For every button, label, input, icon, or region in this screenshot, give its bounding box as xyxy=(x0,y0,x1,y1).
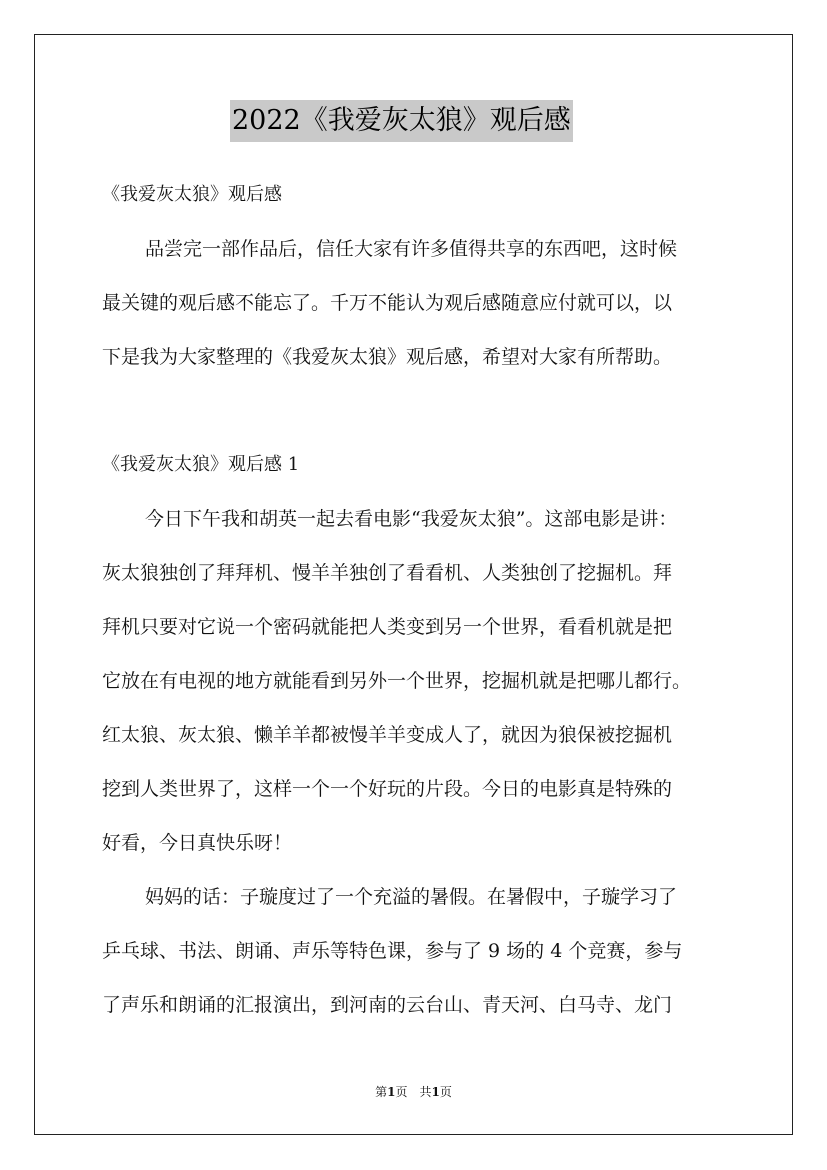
footer-page-mid: 页 共 xyxy=(395,1085,432,1099)
intro-line-3: 下是我为大家整理的《我爱灰太狼》观后感，希望对大家有所帮助。 xyxy=(102,346,673,368)
document-title: 2022《我爱灰太狼》观后感 xyxy=(230,100,573,142)
section1-para1-line-6: 挖到人类世界了，这样一个一个好玩的片段。今日的电影真是特殊的 xyxy=(102,778,673,800)
intro-line-1: 品尝完一部作品后，信任大家有许多值得共享的东西吧，这时候 xyxy=(145,238,678,260)
section1-heading: 《我爱灰太狼》观后感 1 xyxy=(102,454,300,475)
section1-para1-line-7: 好看，今日真快乐呀！ xyxy=(102,832,293,854)
intro-heading: 《我爱灰太狼》观后感 xyxy=(102,184,282,205)
footer-page-total: 1 xyxy=(431,1085,440,1099)
section1-para1-line-3: 拜机只要对它说一个密码就能把人类变到另一个世界，看看机就是把 xyxy=(102,616,673,638)
section1-para1-line-5: 红太狼、灰太狼、懒羊羊都被慢羊羊变成人了，就因为狼保被挖掘机 xyxy=(102,724,673,746)
section1-para2-line-2: 乒乓球、书法、朗诵、声乐等特色课，参与了 9 场的 4 个竞赛，参与 xyxy=(102,940,683,962)
section1-para1-line-4: 它放在有电视的地方就能看到另外一个世界，挖掘机就是把哪儿都行。 xyxy=(102,670,692,692)
section1-para1-line-1: 今日下午我和胡英一起去看电影“我爱灰太狼”。这部电影是讲： xyxy=(145,508,678,530)
section1-para2-line-3: 了声乐和朗诵的汇报演出，到河南的云台山、青天河、白马寺、龙门 xyxy=(102,994,673,1016)
intro-line-2: 最关键的观后感不能忘了。千万不能认为观后感随意应付就可以，以 xyxy=(102,292,673,314)
section1-para1-line-2: 灰太狼独创了拜拜机、慢羊羊独创了看看机、人类独创了挖掘机。拜 xyxy=(102,562,673,584)
section1-para2-line-1: 妈妈的话：子璇度过了一个充溢的暑假。在暑假中，子璇学习了 xyxy=(145,886,678,908)
footer-page-suffix: 页 xyxy=(439,1085,452,1099)
footer-page-current: 1 xyxy=(387,1085,396,1099)
page-footer xyxy=(0,1084,827,1100)
footer-page-prefix: 第 xyxy=(375,1085,388,1099)
